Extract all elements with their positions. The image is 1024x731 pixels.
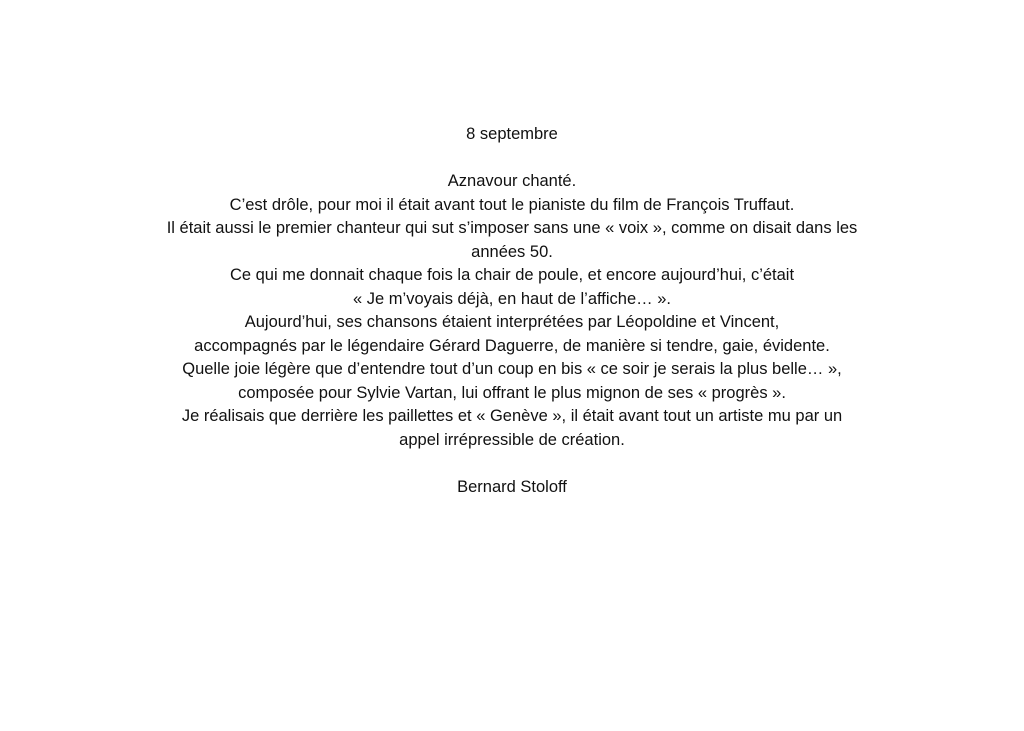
- document-content: [80, 123, 944, 499]
- body-line: Aujourd’hui, ses chansons étaient interprétées par Léopoldine et Vincent,: [244, 313, 780, 331]
- body-line: Je réalisais que derrière les paillettes et « Genève », il était avant tout un artiste mu par un: [181, 407, 843, 425]
- body-line: Aznavour chanté.: [447, 172, 577, 190]
- document-body: [80, 170, 944, 452]
- body-line: Il était aussi le premier chanteur qui sut s’imposer sans une « voix », comme on disait dans les: [166, 219, 858, 237]
- body-line: années 50.: [471, 242, 553, 261]
- body-line: composée pour Sylvie Vartan, lui offrant le plus mignon de ses « progrès ».: [238, 383, 786, 402]
- body-line: appel irrépressible de création.: [399, 430, 625, 449]
- spacer: [80, 452, 944, 476]
- body-line: Quelle joie légère que d’entendre tout d’un coup en bis « ce soir je serais la plus belle… »,: [182, 360, 842, 378]
- spacer: [80, 147, 944, 171]
- document-date: 8 septembre: [466, 125, 558, 143]
- body-line: Ce qui me donnait chaque fois la chair de poule, et encore aujourd’hui, c’était: [229, 266, 795, 284]
- body-line: « Je m’voyais déjà, en haut de l’affiche… ».: [353, 289, 671, 308]
- body-line: accompagnés par le légendaire Gérard Daguerre, de manière si tendre, gaie, évidente.: [194, 336, 830, 355]
- body-line: C’est drôle, pour moi il était avant tout le pianiste du film de François Truffaut.: [229, 195, 795, 214]
- document-signature: Bernard Stoloff: [457, 477, 567, 496]
